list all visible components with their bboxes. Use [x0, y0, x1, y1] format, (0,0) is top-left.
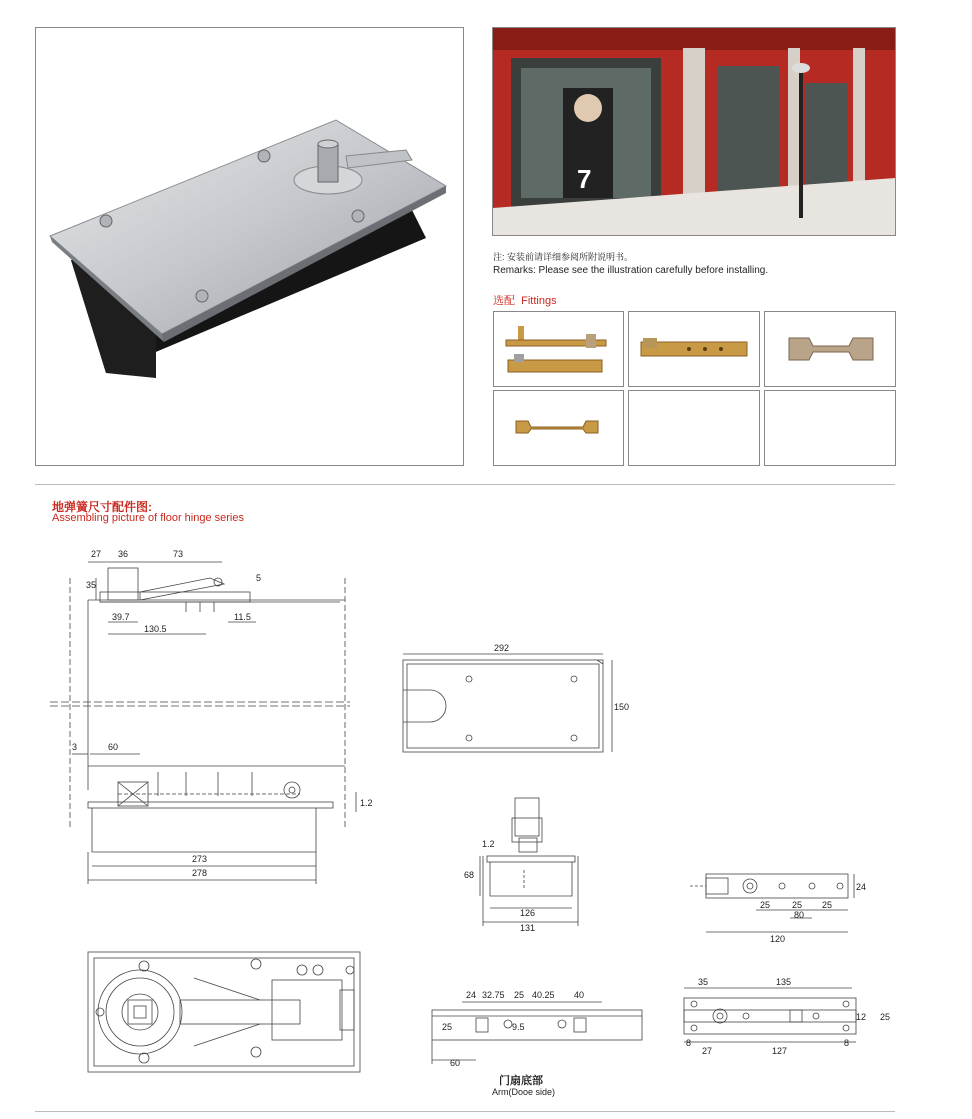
dim-bb-27: 27: [702, 1046, 713, 1056]
dim-arm-40: 40: [574, 990, 585, 1000]
side-elevation: [50, 562, 356, 884]
dim-60: 60: [108, 742, 119, 752]
dim-bar-24: 24: [856, 882, 867, 892]
dim-11-5: 11.5: [234, 612, 251, 622]
dim-68: 68: [464, 870, 475, 880]
dim-bb-35: 35: [698, 977, 709, 987]
dim-bar-80: 80: [794, 910, 805, 920]
dim-39-7: 39.7: [112, 612, 130, 622]
bar-bottom-drawing: [684, 988, 856, 1042]
dim-bar-25a: 25: [760, 900, 771, 910]
dim-73: 73: [173, 549, 184, 559]
arm-caption-cn: 门扇底部: [499, 1075, 543, 1087]
dim-1-2: 1.2: [360, 798, 373, 808]
dim-pivot-1-2: 1.2: [482, 839, 495, 849]
dim-126: 126: [520, 908, 536, 918]
section-title-en: Assembling picture of floor hinge series: [52, 512, 244, 524]
svg-text:7: 7: [577, 164, 592, 194]
dim-bar-120: 120: [770, 934, 786, 944]
dim-5: 5: [256, 573, 262, 583]
divider-bottom: [35, 1111, 895, 1112]
fittings-en: Fittings: [521, 295, 557, 307]
dim-bar-25c: 25: [822, 900, 833, 910]
remarks-en: Remarks: Please see the illustration carefully before installing.: [493, 265, 769, 276]
dim-bb-135: 135: [776, 977, 792, 987]
dim-bb-8b: 8: [844, 1038, 850, 1048]
dim-278: 278: [192, 868, 208, 878]
dim-arm-9-5: 9.5: [512, 1022, 525, 1032]
dim-arm-32-75: 32.75: [482, 990, 505, 1000]
plan-view: [88, 952, 360, 1072]
remarks-cn: 注: 安装前请详细参阅所附说明书。: [493, 252, 634, 262]
arm-drawing: [432, 1002, 642, 1064]
dim-35: 35: [86, 580, 97, 590]
dim-arm-60: 60: [450, 1058, 461, 1068]
dim-arm-24: 24: [466, 990, 477, 1000]
dim-292: 292: [494, 643, 510, 653]
dim-3: 3: [72, 742, 78, 752]
dim-130-5: 130.5: [144, 624, 167, 634]
dim-arm-40-25: 40.25: [532, 990, 555, 1000]
section-title-cn: 地弹簧尺寸配件图:: [52, 500, 152, 514]
arm-caption-en: Arm(Dooe side): [492, 1087, 556, 1097]
pivot-drawing: [480, 798, 578, 926]
dim-arm-25: 25: [514, 990, 525, 1000]
dim-bb-12: 12: [856, 1012, 867, 1022]
dim-bb-127: 127: [772, 1046, 788, 1056]
dim-bb-25: 25: [880, 1012, 891, 1022]
dim-150: 150: [614, 702, 630, 712]
dim-36: 36: [118, 549, 129, 559]
fittings-cn: 选配: [493, 295, 515, 307]
dim-131: 131: [520, 923, 536, 933]
dim-bb-8a: 8: [686, 1038, 692, 1048]
dim-arm-25b: 25: [442, 1022, 453, 1032]
cover-plate-drawing: [403, 654, 612, 752]
dim-273: 273: [192, 854, 208, 864]
dim-27: 27: [91, 549, 102, 559]
dim-bar-25b: 25: [792, 900, 803, 910]
